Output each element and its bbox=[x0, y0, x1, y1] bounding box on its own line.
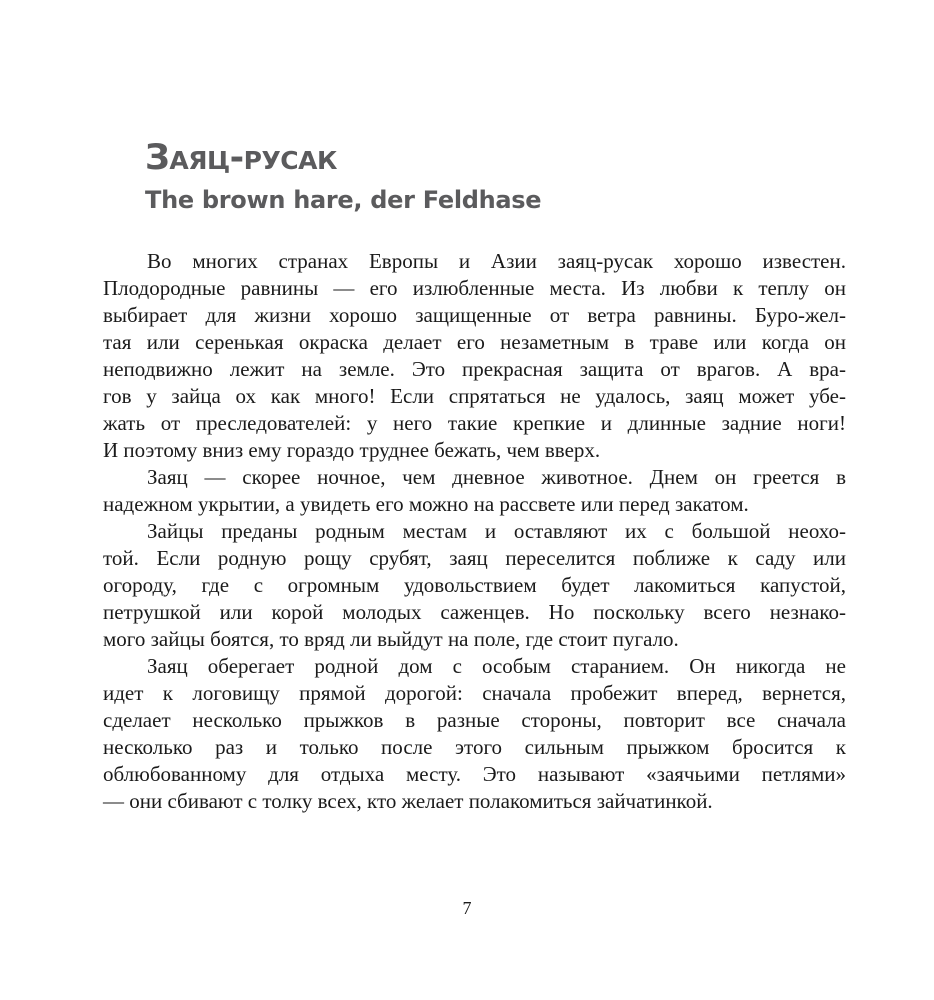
page-subtitle: The brown hare, der Feldhase bbox=[145, 186, 542, 214]
paragraph bbox=[103, 653, 846, 815]
text-line: сделает несколько прыжков в разные стороны, повторит все сначала bbox=[103, 708, 846, 732]
paragraph bbox=[103, 248, 846, 464]
paragraph bbox=[103, 464, 846, 518]
text-line: Заяц оберегает родной дом с особым старанием. Он никогда не bbox=[147, 654, 846, 678]
text-line: Во многих странах Европы и Азии заяц-русак хорошо известен. bbox=[147, 249, 846, 273]
page-number: 7 bbox=[462, 898, 472, 918]
page-title: Заяц-русак bbox=[145, 138, 337, 178]
text-line: тая или серенькая окраска делает его незаметным в траве или когда он bbox=[103, 330, 846, 354]
text-line: идет к логовищу прямой дорогой: сначала пробежит вперед, вернется, bbox=[103, 681, 846, 705]
text-line: мого зайцы боятся, то вряд ли выйдут на поле, где стоит пугало. bbox=[103, 627, 679, 651]
text-line: облюбованному для отдыха месту. Это называют «заячьими петлями» bbox=[103, 762, 846, 786]
text-line: жать от преследователей: у него такие крепкие и длинные задние ноги! bbox=[103, 411, 846, 435]
text-line: огороду, где с огромным удовольствием будет лакомиться капустой, bbox=[103, 573, 846, 597]
text-line: той. Если родную рощу срубят, заяц переселится поближе к саду или bbox=[103, 546, 846, 570]
text-line: надежном укрытии, а увидеть его можно на рассвете или перед закатом. bbox=[103, 492, 749, 516]
text-line: петрушкой или корой молодых саженцев. Но поскольку всего незнако- bbox=[103, 600, 846, 624]
text-line: Заяц — скорее ночное, чем дневное животное. Днем он греется в bbox=[147, 465, 846, 489]
text-line: Плодородные равнины — его излюбленные места. Из любви к теплу он bbox=[103, 276, 846, 300]
text-line: несколько раз и только после этого сильным прыжком бросится к bbox=[103, 735, 846, 759]
text-line: неподвижно лежит на земле. Это прекрасная защита от врагов. А вра- bbox=[103, 357, 846, 381]
text-line: И поэтому вниз ему гораздо труднее бежать, чем вверх. bbox=[103, 438, 601, 462]
text-line: выбирает для жизни хорошо защищенные от ветра равнины. Буро-жел- bbox=[103, 303, 846, 327]
text-line: Зайцы преданы родным местам и оставляют их с большой неохо- bbox=[147, 519, 846, 543]
text-line: — они сбивают с толку всех, кто желает полакомиться зайчатинкой. bbox=[103, 789, 713, 813]
paragraph bbox=[103, 518, 846, 653]
text-line: гов у зайца ох как много! Если спрятаться не удалось, заяц может убе- bbox=[103, 384, 846, 408]
article-body bbox=[103, 248, 846, 815]
